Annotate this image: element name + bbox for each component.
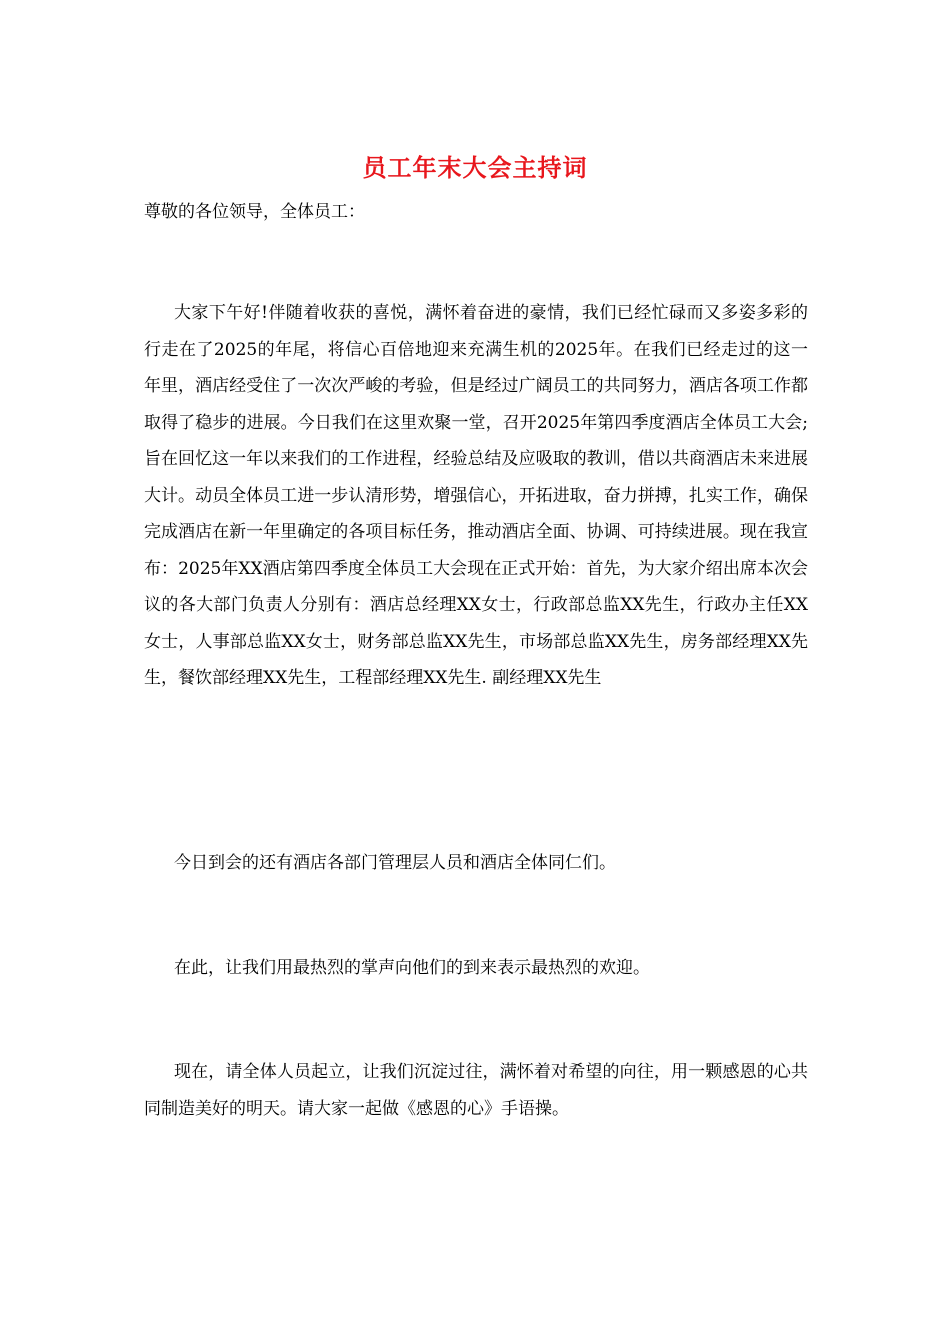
paragraph-gratitude: 现在，请全体人员起立，让我们沉淀过往，满怀着对希望的向往，用一颗感恩的心共同制造美好的明天。请大家一起做《感恩的心》手语操。	[144, 1062, 808, 1119]
paragraph-welcome: 在此，让我们用最热烈的掌声向他们的到来表示最热烈的欢迎。	[174, 958, 650, 978]
paragraph-opening: 大家下午好!伴随着收获的喜悦，满怀着奋进的豪情，我们已经忙碌而又多姿多彩的行走在了2025的年尾，将信心百倍地迎来充满生机的2025年。在我们已经走过的这一年里，酒店经受住了一次次严峻的考验，但是经过广阔员工的共同努力，酒店各项工作都取得了稳步的进展。今日我们在这里欢聚一堂，召开2025年第四季度酒店全体员工大会;旨在回忆这一年以来我们的工作进程，经验总结及应吸取的教训，借以共商酒店未来进展大计。动员全体员工进一步认清形势，增强信心，开拓进取，奋力拼搏，扎实工作，确保完成酒店在新一年里确定的各项目标任务，推动酒店全面、协调、可持续进展。现在我宣布：2025年XX酒店第四季度全体员工大会现在正式开始：首先，为大家介绍出席本次会议的各大部门负责人分别有：酒店总经理XX女士，行政部总监XX先生，行政办主任XX女士，人事部总监XX女士，财务部总监XX先生，市场部总监XX先生，房务部经理XX先生，餐饮部经理XX先生，工程部经理XX先生. 副经理XX先生	[144, 303, 808, 688]
paragraph-attendees: 今日到会的还有酒店各部门管理层人员和酒店全体同仁们。	[174, 853, 616, 873]
salutation: 尊敬的各位领导，全体员工：	[144, 202, 365, 222]
document-title: 员工年末大会主持词	[362, 153, 588, 182]
